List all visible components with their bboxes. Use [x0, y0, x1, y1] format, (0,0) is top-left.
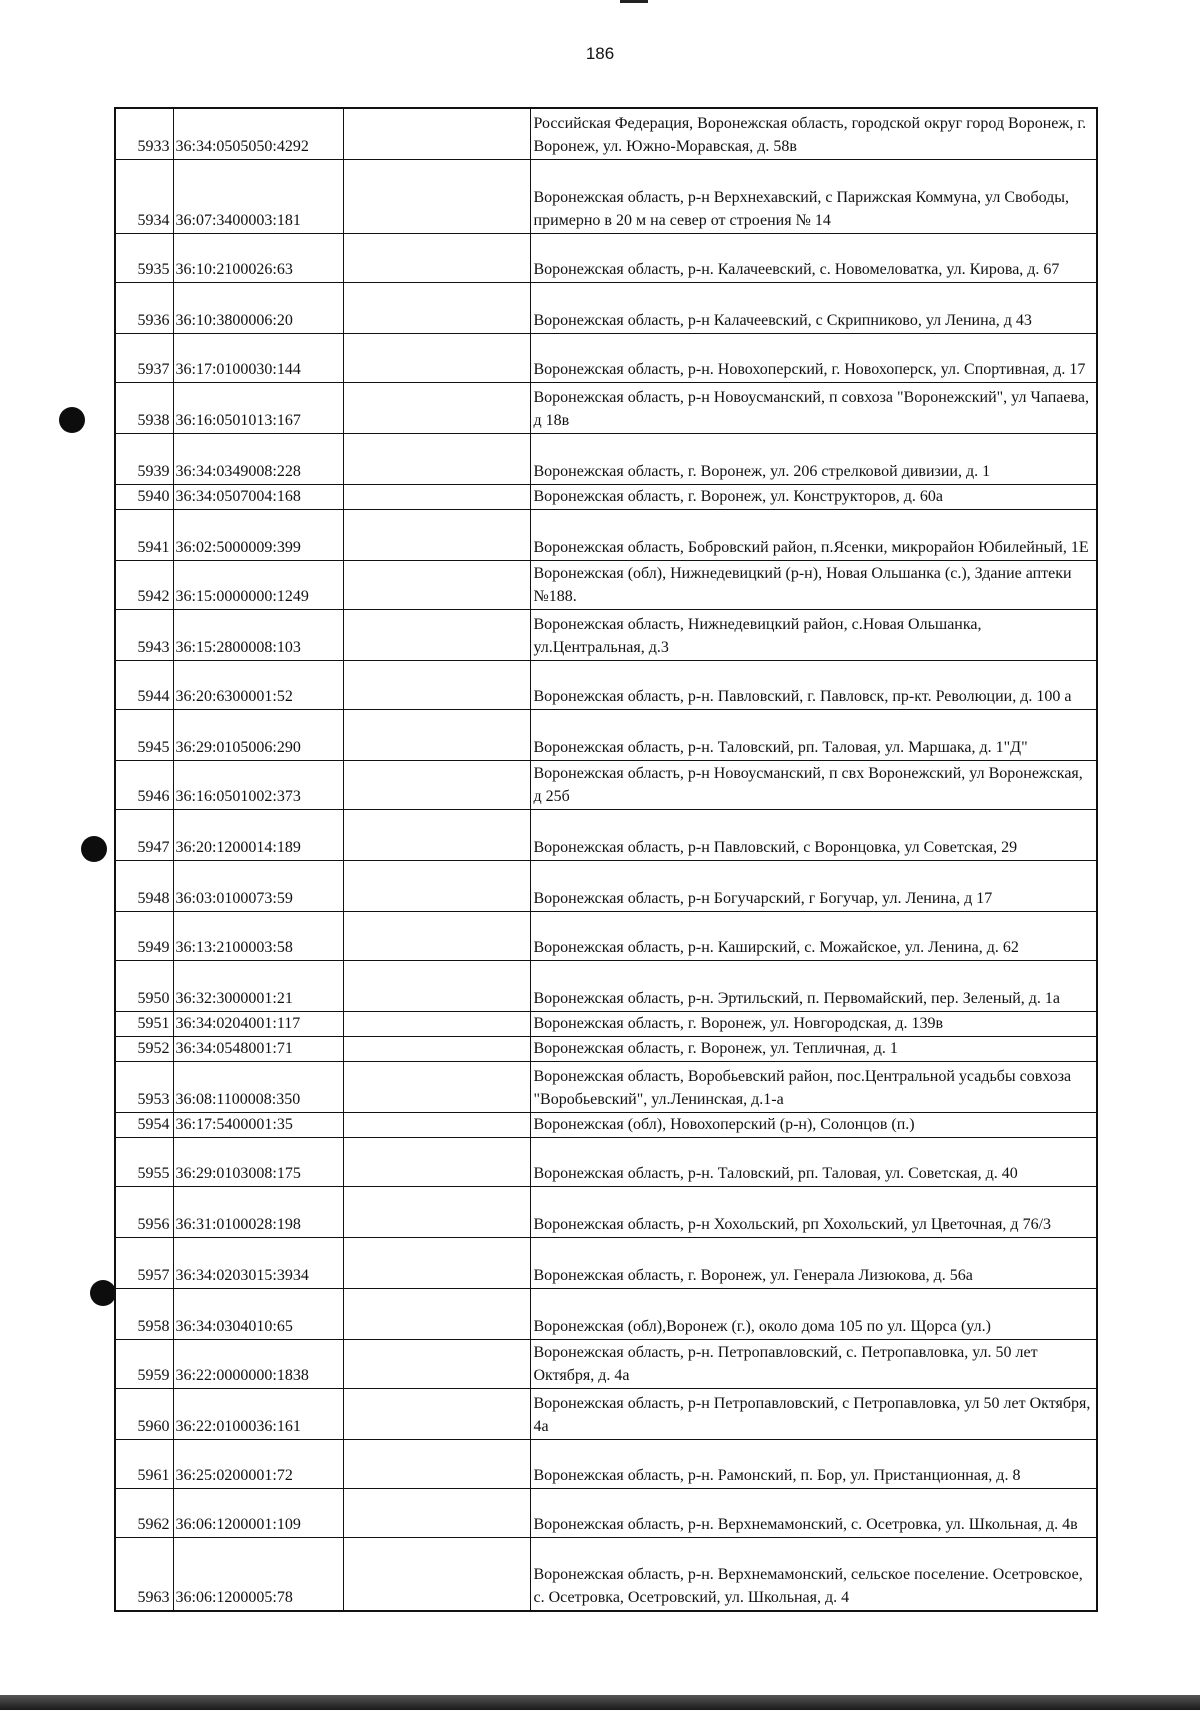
empty-cell — [343, 1288, 530, 1339]
table-row — [115, 560, 1097, 609]
empty-cell — [343, 484, 530, 509]
address-cell: Воронежская область, р-н Петропавловский, с Петропавловка, ул 50 лет Октября, 4а — [530, 1388, 1097, 1439]
address-cell: Воронежская область, р-н. Новохоперский, г. Новохоперск, ул. Спортивная, д. 17 — [530, 333, 1097, 382]
address-cell: Воронежская область, р-н. Верхнемамонский, с. Осетровка, ул. Школьная, д. 4в — [530, 1488, 1097, 1537]
row-number-cell: 5950 — [115, 960, 173, 1011]
empty-cell — [343, 1388, 530, 1439]
table-row — [115, 1061, 1097, 1112]
empty-cell — [343, 1137, 530, 1186]
page-number: 186 — [585, 44, 615, 63]
cadastral-number-cell: 36:22:0100036:161 — [173, 1388, 343, 1439]
address-cell: Воронежская (обл), Новохоперский (р-н), Солонцов (п.) — [530, 1112, 1097, 1137]
cadastral-number-cell: 36:17:5400001:35 — [173, 1112, 343, 1137]
empty-cell — [343, 560, 530, 609]
table-row — [115, 911, 1097, 960]
address-cell: Воронежская область, р-н Павловский, с Воронцовка, ул Советская, 29 — [530, 809, 1097, 860]
empty-cell — [343, 1488, 530, 1537]
table-row — [115, 1112, 1097, 1137]
row-number-cell: 5940 — [115, 484, 173, 509]
table-row — [115, 1439, 1097, 1488]
empty-cell — [343, 159, 530, 233]
row-number-cell: 5955 — [115, 1137, 173, 1186]
table-row — [115, 1186, 1097, 1237]
address-cell: Воронежская (обл), Нижнедевицкий (р-н), Новая Ольшанка (с.), Здание аптеки №188. — [530, 560, 1097, 609]
cadastral-number-cell: 36:34:0204001:117 — [173, 1011, 343, 1036]
address-cell: Воронежская (обл),Воронеж (г.), около дома 105 по ул. Щорса (ул.) — [530, 1288, 1097, 1339]
table-row — [115, 1237, 1097, 1288]
address-cell: Воронежская область, Бобровский район, п.Ясенки, микрорайон Юбилейный, 1Е — [530, 509, 1097, 560]
cadastral-number-cell: 36:34:0304010:65 — [173, 1288, 343, 1339]
cadastral-number-cell: 36:34:0507004:168 — [173, 484, 343, 509]
table-row — [115, 1488, 1097, 1537]
cadastral-number-cell: 36:06:1200001:109 — [173, 1488, 343, 1537]
row-number-cell: 5954 — [115, 1112, 173, 1137]
address-cell: Воронежская область, р-н. Калачеевский, с. Новомеловатка, ул. Кирова, д. 67 — [530, 233, 1097, 282]
empty-cell — [343, 233, 530, 282]
table-row — [115, 1036, 1097, 1061]
cadastral-number-cell: 36:10:3800006:20 — [173, 282, 343, 333]
cadastral-number-cell: 36:34:0203015:3934 — [173, 1237, 343, 1288]
row-number-cell: 5943 — [115, 609, 173, 660]
row-number-cell: 5934 — [115, 159, 173, 233]
cadastral-number-cell: 36:15:0000000:1249 — [173, 560, 343, 609]
row-number-cell: 5962 — [115, 1488, 173, 1537]
row-number-cell: 5953 — [115, 1061, 173, 1112]
table-row — [115, 809, 1097, 860]
row-number-cell: 5958 — [115, 1288, 173, 1339]
table-row — [115, 709, 1097, 760]
row-number-cell: 5936 — [115, 282, 173, 333]
empty-cell — [343, 1537, 530, 1611]
row-number-cell: 5961 — [115, 1439, 173, 1488]
address-cell: Воронежская область, Воробьевский район, пос.Центральной усадьбы совхоза "Воробьевский", ул.Ленинская, д.1-а — [530, 1061, 1097, 1112]
row-number-cell: 5938 — [115, 382, 173, 433]
empty-cell — [343, 960, 530, 1011]
address-cell: Воронежская область, р-н Новоусманский, п свх Воронежский, ул Воронежская, д 25б — [530, 760, 1097, 809]
address-cell: Воронежская область, р-н. Павловский, г. Павловск, пр-кт. Революции, д. 100 а — [530, 660, 1097, 709]
table-row — [115, 159, 1097, 233]
scan-bottom-edge — [0, 1695, 1200, 1710]
empty-cell — [343, 108, 530, 159]
address-cell: Воронежская область, р-н Богучарский, г Богучар, ул. Ленина, д 17 — [530, 860, 1097, 911]
cadastral-number-cell: 36:08:1100008:350 — [173, 1061, 343, 1112]
cadastral-number-cell: 36:10:2100026:63 — [173, 233, 343, 282]
empty-cell — [343, 760, 530, 809]
address-cell: Воронежская область, г. Воронеж, ул. 206 стрелковой дивизии, д. 1 — [530, 433, 1097, 484]
row-number-cell: 5960 — [115, 1388, 173, 1439]
row-number-cell: 5963 — [115, 1537, 173, 1611]
table-row — [115, 760, 1097, 809]
address-cell: Воронежская область, р-н Калачеевский, с Скрипниково, ул Ленина, д 43 — [530, 282, 1097, 333]
table-row — [115, 484, 1097, 509]
empty-cell — [343, 911, 530, 960]
table-row — [115, 333, 1097, 382]
empty-cell — [343, 1061, 530, 1112]
row-number-cell: 5937 — [115, 333, 173, 382]
row-number-cell: 5942 — [115, 560, 173, 609]
cadastral-number-cell: 36:20:1200014:189 — [173, 809, 343, 860]
address-cell: Воронежская область, р-н. Верхнемамонский, сельское поселение. Осетровское, с. Осетровка, Осетровский, ул. Школьная, д. 4 — [530, 1537, 1097, 1611]
table-row — [115, 1137, 1097, 1186]
empty-cell — [343, 509, 530, 560]
cadastral-number-cell: 36:32:3000001:21 — [173, 960, 343, 1011]
table-row — [115, 382, 1097, 433]
empty-cell — [343, 809, 530, 860]
address-cell: Воронежская область, г. Воронеж, ул. Конструкторов, д. 60а — [530, 484, 1097, 509]
address-cell: Воронежская область, Нижнедевицкий район, с.Новая Ольшанка, ул.Центральная, д.3 — [530, 609, 1097, 660]
address-cell: Воронежская область, г. Воронеж, ул. Новгородская, д. 139в — [530, 1011, 1097, 1036]
address-cell: Воронежская область, р-н Хохольский, рп Хохольский, ул Цветочная, д 76/3 — [530, 1186, 1097, 1237]
row-number-cell: 5959 — [115, 1339, 173, 1388]
row-number-cell: 5956 — [115, 1186, 173, 1237]
cadastral-number-cell: 36:31:0100028:198 — [173, 1186, 343, 1237]
address-cell: Воронежская область, р-н Новоусманский, п совхоза "Воронежский", ул Чапаева, д 18в — [530, 382, 1097, 433]
empty-cell — [343, 660, 530, 709]
table-row — [115, 1011, 1097, 1036]
scan-edge-mark — [620, 0, 648, 3]
address-cell: Воронежская область, р-н. Петропавловский, с. Петропавловка, ул. 50 лет Октября, д. 4а — [530, 1339, 1097, 1388]
cadastral-number-cell: 36:02:5000009:399 — [173, 509, 343, 560]
cadastral-number-cell: 36:07:3400003:181 — [173, 159, 343, 233]
row-number-cell: 5951 — [115, 1011, 173, 1036]
table-row — [115, 960, 1097, 1011]
address-cell: Воронежская область, р-н Верхнехавский, с Парижская Коммуна, ул Свободы, примерно в 20 м на север от строения № 14 — [530, 159, 1097, 233]
table-row — [115, 1288, 1097, 1339]
empty-cell — [343, 1237, 530, 1288]
address-cell: Воронежская область, р-н. Каширский, с. Можайское, ул. Ленина, д. 62 — [530, 911, 1097, 960]
row-number-cell: 5933 — [115, 108, 173, 159]
punch-hole-1 — [59, 407, 85, 433]
address-cell: Воронежская область, р-н. Таловский, рп. Таловая, ул. Маршака, д. 1"Д" — [530, 709, 1097, 760]
table-row — [115, 108, 1097, 159]
empty-cell — [343, 382, 530, 433]
cadastral-number-cell: 36:25:0200001:72 — [173, 1439, 343, 1488]
address-cell: Российская Федерация, Воронежская область, городской округ город Воронеж, г. Воронеж, ул. Южно-Моравская, д. 58в — [530, 108, 1097, 159]
row-number-cell: 5941 — [115, 509, 173, 560]
address-cell: Воронежская область, р-н. Таловский, рп. Таловая, ул. Советская, д. 40 — [530, 1137, 1097, 1186]
cadastral-number-cell: 36:16:0501013:167 — [173, 382, 343, 433]
address-cell: Воронежская область, г. Воронеж, ул. Тепличная, д. 1 — [530, 1036, 1097, 1061]
row-number-cell: 5949 — [115, 911, 173, 960]
table-row — [115, 433, 1097, 484]
row-number-cell: 5947 — [115, 809, 173, 860]
cadastral-number-cell: 36:06:1200005:78 — [173, 1537, 343, 1611]
empty-cell — [343, 709, 530, 760]
empty-cell — [343, 1439, 530, 1488]
empty-cell — [343, 1186, 530, 1237]
row-number-cell: 5944 — [115, 660, 173, 709]
cadastral-number-cell: 36:13:2100003:58 — [173, 911, 343, 960]
address-cell: Воронежская область, г. Воронеж, ул. Генерала Лизюкова, д. 56а — [530, 1237, 1097, 1288]
cadastral-number-cell: 36:34:0505050:4292 — [173, 108, 343, 159]
empty-cell — [343, 1036, 530, 1061]
table-row — [115, 609, 1097, 660]
row-number-cell: 5939 — [115, 433, 173, 484]
address-cell: Воронежская область, р-н. Рамонский, п. Бор, ул. Пристанционная, д. 8 — [530, 1439, 1097, 1488]
cadastral-number-cell: 36:22:0000000:1838 — [173, 1339, 343, 1388]
cadastral-number-cell: 36:34:0349008:228 — [173, 433, 343, 484]
table-row — [115, 1388, 1097, 1439]
table-row — [115, 233, 1097, 282]
cadastral-number-cell: 36:15:2800008:103 — [173, 609, 343, 660]
table-row — [115, 282, 1097, 333]
table-row — [115, 509, 1097, 560]
empty-cell — [343, 282, 530, 333]
empty-cell — [343, 1011, 530, 1036]
empty-cell — [343, 1112, 530, 1137]
cadastral-number-cell: 36:29:0105006:290 — [173, 709, 343, 760]
cadastral-number-cell: 36:29:0103008:175 — [173, 1137, 343, 1186]
address-cell: Воронежская область, р-н. Эртильский, п. Первомайский, пер. Зеленый, д. 1а — [530, 960, 1097, 1011]
empty-cell — [343, 433, 530, 484]
cadastral-number-cell: 36:34:0548001:71 — [173, 1036, 343, 1061]
table-row — [115, 1339, 1097, 1388]
table-row — [115, 1537, 1097, 1611]
empty-cell — [343, 609, 530, 660]
cadastral-number-cell: 36:16:0501002:373 — [173, 760, 343, 809]
row-number-cell: 5935 — [115, 233, 173, 282]
cadastral-number-cell: 36:17:0100030:144 — [173, 333, 343, 382]
row-number-cell: 5946 — [115, 760, 173, 809]
table-row — [115, 660, 1097, 709]
empty-cell — [343, 333, 530, 382]
row-number-cell: 5948 — [115, 860, 173, 911]
cadastral-number-cell: 36:03:0100073:59 — [173, 860, 343, 911]
table-row — [115, 860, 1097, 911]
empty-cell — [343, 1339, 530, 1388]
punch-hole-2 — [81, 836, 107, 862]
empty-cell — [343, 860, 530, 911]
punch-hole-3 — [90, 1280, 116, 1306]
row-number-cell: 5945 — [115, 709, 173, 760]
row-number-cell: 5957 — [115, 1237, 173, 1288]
cadastral-number-cell: 36:20:6300001:52 — [173, 660, 343, 709]
registry-table — [114, 107, 1098, 1612]
row-number-cell: 5952 — [115, 1036, 173, 1061]
